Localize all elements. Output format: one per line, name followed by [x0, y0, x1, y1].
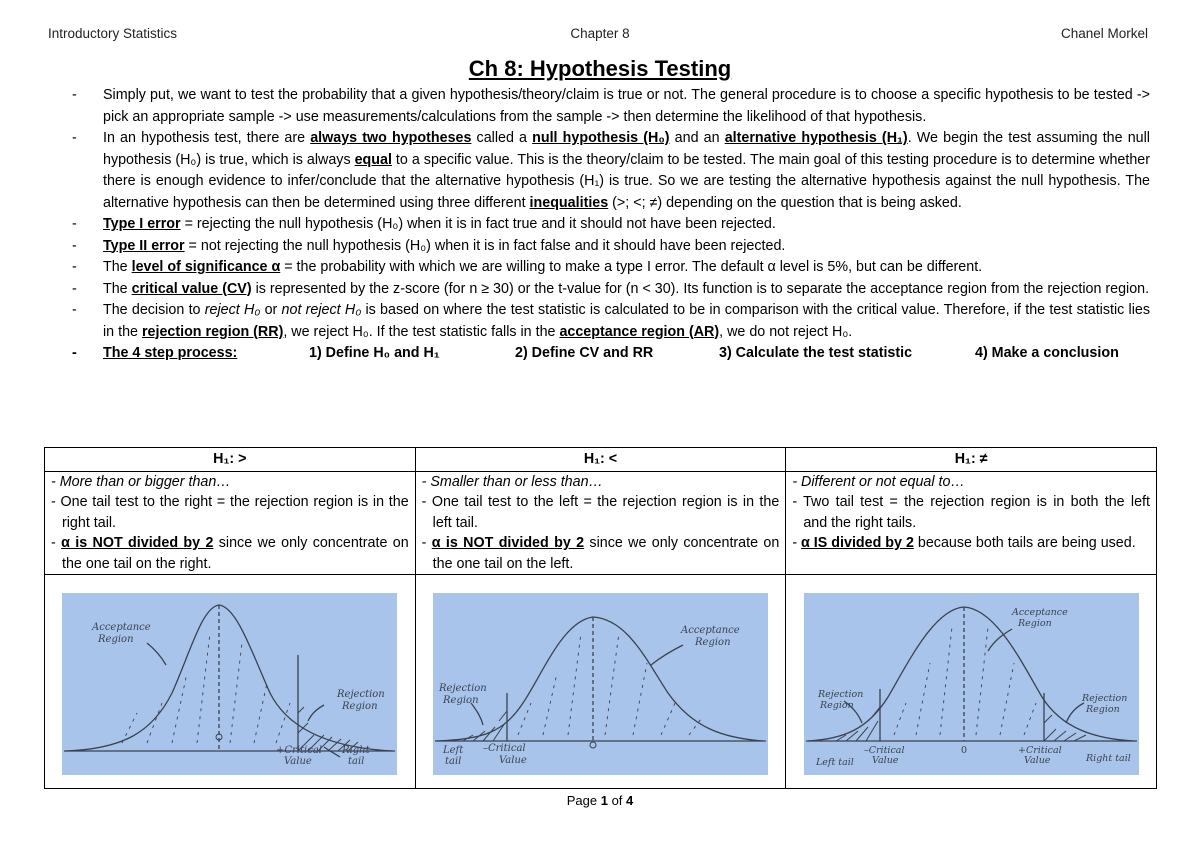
label-rejection-right-2: Region [1085, 704, 1120, 715]
bullet-steps [62, 343, 1150, 365]
term-alpha: α is NOT divided by 2 [61, 535, 214, 551]
text: called a [471, 130, 533, 146]
text: = the probability with which we are willing to make a type I error. The default α level is 5%, but can be different. [280, 259, 983, 275]
table-figure-row [45, 575, 1157, 789]
term-alpha: α is NOT divided by 2 [431, 535, 585, 551]
term-type2-error: Type II error [103, 237, 185, 254]
label-tail-right: Right tail [1085, 753, 1131, 764]
label-acceptance-2: Region [694, 637, 731, 648]
label-tail-left: Left tail [815, 757, 854, 768]
desc-less [415, 471, 786, 575]
term-rejection-region: rejection region (RR) [141, 323, 284, 340]
header-not-equal: H₁: ≠ [786, 448, 1157, 472]
label-rejection-left-2: Region [819, 700, 854, 711]
step-4: 4) Make a conclusion [975, 345, 1119, 361]
text-italic: not reject H₀ [281, 302, 362, 318]
term-alpha: α IS divided by 2 [801, 535, 914, 551]
text: The decision to [103, 302, 205, 318]
text: and an [669, 130, 725, 146]
term-type1-error: Type I error [103, 216, 181, 232]
text: since we only concentrate on the one tail on the right. [62, 535, 409, 572]
label-acceptance-2: Region [1017, 618, 1052, 629]
desc-line [422, 533, 780, 574]
bullet-critical-value [62, 279, 1150, 301]
label-tail: Right [342, 745, 370, 756]
term-equal: equal [354, 151, 392, 168]
label-rejection-right: Rejection [1081, 693, 1128, 704]
text: (>; <; ≠) depending on the question that is being asked. [608, 194, 962, 211]
label-cv-2: Value [284, 756, 313, 767]
bullet-intro-text: Simply put, we want to test the probability that a given hypothesis/theory/claim is true or not. The general procedure is to choose a specific hypothesis to be tested -> pick an appropriate sample -> use measurements/calculations from the sample -> then determine the likelihood of that hypothesis. [103, 87, 1150, 125]
header-less: H₁: < [415, 448, 786, 472]
text: because both tails are being used. [913, 535, 1136, 551]
term-two-hypotheses: always two hypotheses [310, 130, 472, 146]
text: The [103, 259, 132, 275]
figure-cell-right [45, 575, 416, 789]
table-header-row [45, 448, 1157, 472]
header-right: Chanel Morkel [1060, 26, 1148, 41]
desc-line [51, 533, 409, 574]
step-3: 3) Calculate the test statistic [719, 345, 913, 361]
table-description-row [45, 471, 1157, 575]
text: - [51, 535, 62, 551]
step-1: 1) Define H₀ and H₁ [309, 345, 440, 361]
page-title: Ch 8: Hypothesis Testing [468, 56, 732, 81]
two-tail-figure [804, 593, 1139, 775]
label-cv: –Critical [482, 743, 526, 754]
label-acceptance: Acceptance [92, 622, 152, 633]
bullet-intro [62, 85, 1150, 128]
label-cv-left: –Critical [863, 745, 905, 756]
label-zero: 0 [960, 745, 967, 756]
text: since we only concentrate on the one tail on the left. [432, 535, 780, 572]
text: , we do not reject H₀. [719, 323, 853, 340]
label-cv-right-2: Value [1023, 755, 1051, 766]
text: = rejecting the null hypothesis (H₀) when it is in fact true and it should not have been rejected. [180, 216, 776, 232]
figure-background [804, 593, 1139, 775]
text: In an hypothesis test, there are [103, 130, 311, 146]
left-tail-figure [433, 593, 768, 775]
text: to a specific value. This is the theory/claim to be tested. The main goal of this testing procedure is to determine whether there is enough evidence to infer/conclude that the alternative hypothesis (H₁) is true. So we are testing the alternative hypothesis against the null hypothesis. The alternative hypothesis can then be determined using three different [103, 151, 1150, 211]
text-italic: reject H₀ [204, 302, 261, 318]
desc-line: - Different or not equal to… [792, 473, 965, 490]
bullet-type2 [62, 236, 1150, 258]
term-critical-value: critical value (CV) [131, 280, 252, 297]
term-acceptance-region: acceptance region (AR) [559, 323, 720, 340]
desc-line: - One tail test to the right = the rejection region is in the right tail. [51, 494, 409, 531]
header-greater: H₁: > [45, 448, 416, 472]
bullet-decision [62, 300, 1150, 343]
text: The [103, 280, 132, 297]
label-cv-right: +Critical [1017, 745, 1062, 756]
term-significance: level of significance α [131, 259, 281, 275]
label-rejection-2: Region [442, 695, 479, 706]
figure-cell-two [786, 575, 1157, 789]
text: . We begin the test assuming the null hypothesis (H₀) is true, which is always [103, 130, 1150, 168]
label-tail: Left [442, 745, 464, 756]
desc-line [792, 533, 1150, 554]
label-rejection-2: Region [342, 701, 378, 712]
text: is represented by the z-score (for n ≥ 30) or the t-value for (n < 30). Its function is to separate the acceptance region from the rejection region. [251, 280, 1150, 297]
bullet-type1 [62, 214, 1150, 236]
text: is based on where the test statistic is calculated to be in comparison with the critical value. Therefore, if the test statistic lies in the [103, 302, 1150, 340]
desc-line: - One tail test to the left = the rejection region is in the left tail. [421, 494, 780, 531]
term-null-hypothesis: null hypothesis (H₀) [532, 130, 670, 146]
text: = not rejecting the null hypothesis (H₀) when it is in fact false and it should have been rejected. [184, 237, 786, 254]
term-alternative-hypothesis: alternative hypothesis (H₁) [724, 130, 908, 146]
page-number: 1 [600, 793, 608, 808]
label-tail-2: tail [348, 756, 365, 767]
right-tail-figure [62, 593, 397, 775]
bullet-significance [62, 257, 1150, 279]
page-footer [0, 793, 1200, 808]
header-left: Introductory Statistics [48, 26, 178, 41]
label-cv: +Critical [276, 745, 323, 756]
label-acceptance: Acceptance [680, 625, 740, 636]
text: - [421, 535, 432, 551]
desc-line: - Smaller than or less than… [421, 473, 603, 490]
label-tail-2: tail [444, 756, 462, 767]
desc-line: - Two tail test = the rejection region is in both the left and the right tails. [792, 494, 1150, 531]
desc-not-equal [786, 471, 1157, 575]
label-rejection-left: Rejection [817, 689, 864, 700]
text: or [260, 302, 282, 318]
label-cv-left-2: Value [871, 755, 899, 766]
text: , we reject H₀. If the test statistic falls in the [283, 323, 560, 340]
steps-label: The 4 step process: [103, 345, 238, 361]
label-acceptance-2: Region [98, 634, 134, 645]
bullet-hypotheses [62, 128, 1150, 214]
step-2: 2) Define CV and RR [515, 345, 654, 361]
page-total: 4 [626, 793, 634, 808]
desc-greater [45, 471, 416, 575]
hypothesis-table [44, 447, 1157, 789]
term-inequalities: inequalities [529, 194, 609, 211]
bullet-list [62, 85, 1150, 365]
label-cv-2: Value [498, 755, 527, 766]
header-center: Chapter 8 [570, 26, 630, 41]
label-acceptance: Acceptance [1011, 607, 1068, 618]
text: of [607, 793, 627, 808]
text: - [792, 535, 802, 551]
label-rejection: Rejection [337, 689, 386, 700]
desc-line: - More than or bigger than… [51, 473, 231, 490]
text: Page [566, 793, 601, 808]
figure-cell-left [415, 575, 786, 789]
label-rejection: Rejection [438, 683, 487, 694]
